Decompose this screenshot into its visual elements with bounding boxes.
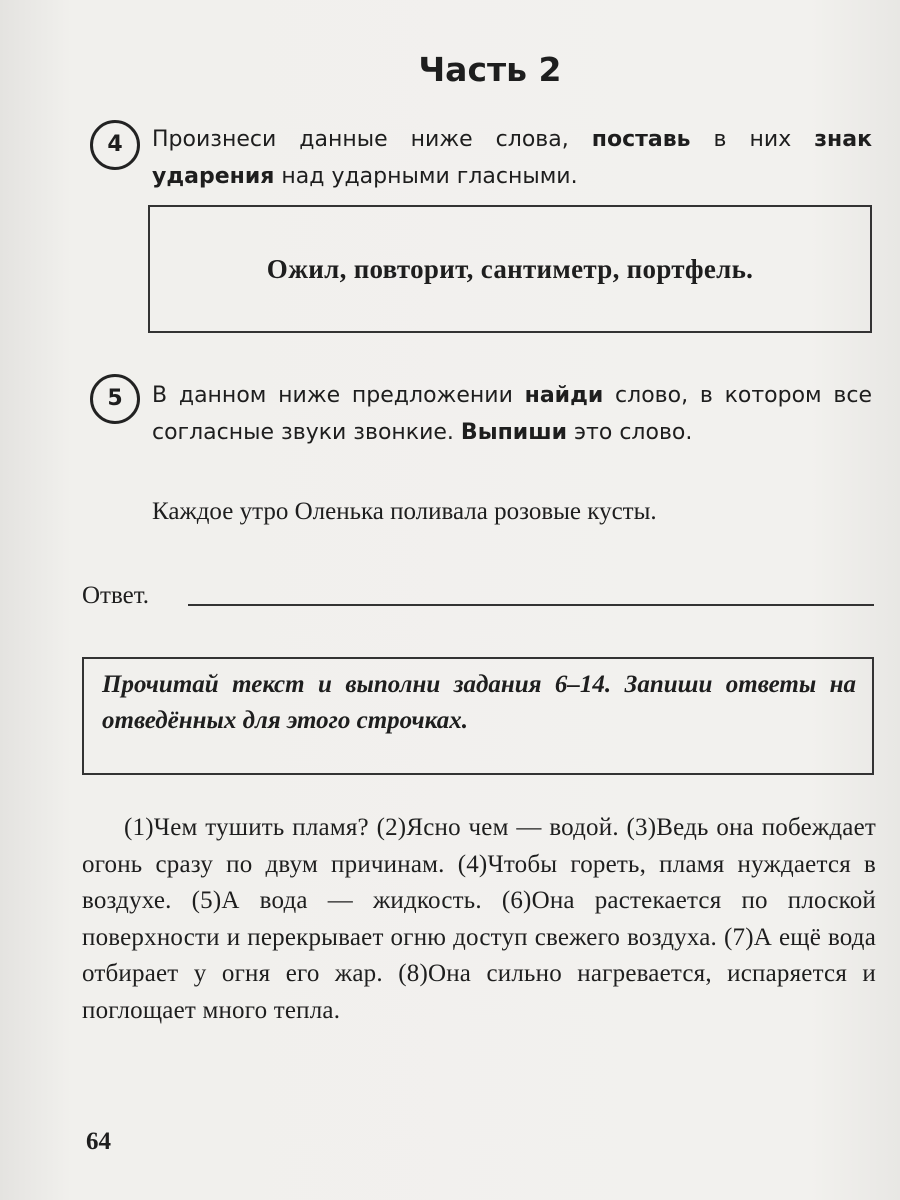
task-5-instruction (152, 377, 872, 451)
task-5-bold-1: найди (524, 383, 604, 408)
task-5-bold-2: Выпиши (460, 420, 567, 445)
task-5-text-1: В данном ниже предложении (152, 383, 525, 408)
task-4-instruction (152, 121, 872, 195)
page-title: Часть 2 (418, 50, 562, 89)
task-number-5: 5 (90, 374, 140, 424)
task-4-text-3: над ударными гласными. (274, 164, 578, 189)
task-4-text-1: Произнеси данные ниже слова, (152, 127, 592, 152)
answer-line[interactable] (188, 604, 874, 606)
task-5-sentence: Каждое утро Оленька поливала розовые кусты. (152, 498, 657, 525)
task-4-text-2: в них (690, 127, 815, 152)
task-5-text-3: это слово. (566, 420, 693, 445)
page-number: 64 (86, 1128, 111, 1155)
answer-label: Ответ. (82, 582, 150, 609)
task-5-text-2: слово, в котором все согласные звуки звонкие. (152, 383, 872, 445)
instructions-box: Прочитай текст и выполни задания 6–14. Запиши ответы на отведённых для этого строчках. (82, 657, 874, 775)
words-box (148, 205, 872, 333)
task-number-4: 4 (90, 120, 140, 170)
task-4-bold-2: знак ударения (152, 127, 872, 189)
story-text: (1)Чем тушить пламя? (2)Ясно чем — водой. (3)Ведь она побеждает огонь сразу по двум причинам. (4)Чтобы гореть, пламя нуждается в воздухе. (5)А вода — жидкость. (6)Она растекается по плоской поверхности и перекрывает огню доступ свежего воздуха. (7)А ещё вода отбирает у огня его жар. (8)Она сильно нагревается, испаряется и поглощает много тепла. (82, 814, 876, 1024)
task-4-bold-1: поставь (591, 127, 691, 152)
words-list[interactable]: Ожил, повторит, сантиметр, портфель. (266, 253, 754, 284)
